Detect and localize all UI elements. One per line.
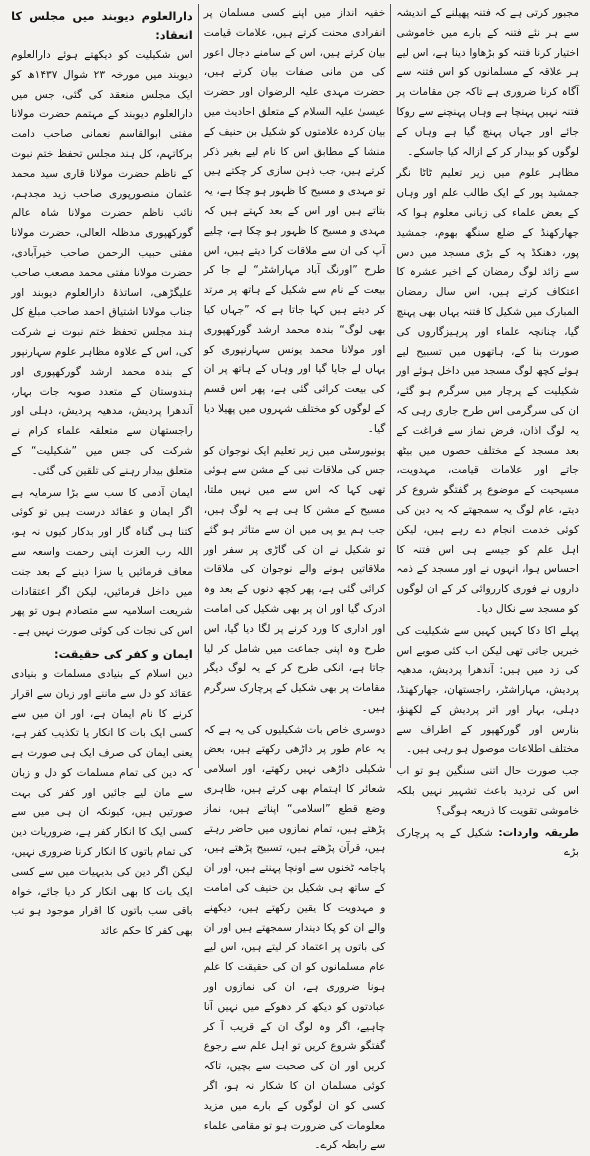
paragraph: یونیورسٹی میں زیر تعلیم ایک نوجوان کو جس کی ملاقات نبی کے مشن سے ہوئی تھی کہا کہ اس سے میں نہیں ملتا، مسیح کے مشن کا ہی ہے یہ لوگ ہیں، جب ہم یو پی میں ان سے متاثر ہو گئے تو شکیل نے ان کی گاڑی پر سفر اور ملاقاتیں ہونے والے نوجوان کی ملاقات کرائی گئی ہے، پھر کچھ دنوں کے بعد وہ ادرک گیا اور ان پر بھی شکیل کی امامت اور اداری کا ورد کرنے پر لگا دیا گیا، اس طرح وہ اپنی جماعت میں شامل کر لیا جاتا ہے، انکی طرح کر کے یہ لوگ دیگر مقامات پر بھی شکیل کے پرچارک سرگرم ہیں۔ xyxy=(203,444,386,714)
column-left xyxy=(6,4,199,938)
paragraph: مجبور کرتی ہے کہ فتنہ پھیلنے کے اندیشہ سے ہر نئے فتنہ کے بارے میں خاموشی اختیار کرنا فتنہ کو بڑھاوا دینا ہے، اس لیے ہر علاقہ کے مسلمانوں کو اس فتنہ سے آگاہ کرنا ضروری ہے تاکہ جن مقامات پر فتنہ نہیں پہنچا ہے وہاں پہنچنے سے روکا جائے اور جہاں پہنچ گیا ہے وہاں کے لوگوں کو بیدار کر کے ازالہ کیا جاسکے۔ xyxy=(396,7,579,158)
paragraph: ایمان آدمی کا سب سے بڑا سرمایہ ہے اگر ایمان و عقائد درست ہیں تو کوئی کتنا ہی گناہ گار اور بدکار کیوں نہ ہو، اللہ رب العزت اپنی رحمت واسعہ سے معاف فرمائیں یا سزا دینے کے بعد جنت میں داخل فرمائیں، لیکن اگر اعتقادات شریعت اسلامیہ سے متصادم ہوں تو پھر اس کی نجات کی کوئی صورت نہیں ہے۔ xyxy=(11,486,193,638)
paragraph: خفیہ انداز میں اپنے کسی مسلمان پر انفرادی محنت کرتے ہیں، علامات قیامت بیان کرتے ہیں، اس کے سامنے دجال اعور کی من مانی صفات بیان کرتے ہیں، حضرت مہدی علیہ الرضوان اور حضرت عیسیٰ علیہ السلام کے متعلق احادیث میں بیان کردہ علامتوں کو شکیل بن حنیف کے منشا کے مطابق اس کا نام لیے بغیر ذکر کرتے ہیں، جب ذہن سازی کر چکتے ہیں تو مہدی و مسیح کا ظہور ہو چکا ہے، یہ بتاتے ہیں اور اس کے بعد کہتے ہیں کہ مہدی و مسیح کا ظہور ہو چکا ہے، چلیے آپ کی ان سے ملاقات کرا دیتے ہیں، اس طرح ”اورنگ آباد مہاراشٹر“ لے جا کر بیعت کے نام سے شکیل کے ہاتھ پر مرتد کر دیتے ہیں کہا جاتا ہے کہ ”جہاں کیا بھی لوگ“ بندہ محمد ارشد گورکھپوری اور مولانا محمد یونس سہارنپوری کو یہاں لے جایا گیا اور وہاں کے ہاتھ پر ان کی بیعت کرائی گئی ہے، پھر اس قسم کے لوگوں کو مختلف شہروں میں پھیلا دیا گیا۔ xyxy=(203,7,386,435)
column-right xyxy=(391,4,584,859)
section-heading: دارالعلوم دیوبند میں مجلس کا انعقاد: xyxy=(11,9,193,42)
section-heading: ایمان و کفر کی حقیقت: xyxy=(54,646,193,661)
column-middle xyxy=(199,4,392,1152)
paragraph: مظاہر علوم میں زیر تعلیم ٹاٹا نگر جمشید پور کے ایک طالب علم اور وہاں کے بعض علماء کی زبانی معلوم ہوا کہ جھارکھنڈ کے ضلع سنگھ بھوم، جمشید پور، دھنکڈ پہ کے بڑی مسجد میں دس سے زائد لوگ رمضان کے اخیر عشرہ کا اعتکاف کرتے ہیں، اس سال رمضان المبارک میں شکیل کا فتنہ یہاں بھی پہنچ گیا، چنانچہ علماء اور پرہیزگاروں کی صورت بنا کے، ہاتھوں میں تسبیح لیے ہوئے کچھ لوگ مسجد میں داخل ہوئے اور شکیلیت کے پرچار میں سرگرم ہو گئے، ان کی سرگرمی اس طرح جاری رہی کہ یہ لوگ اذان، فرض نماز سے فراغت کے بعد مسجد کے مختلف حصوں میں بیٹھ جاتے اور علامات قیامت، مہدویت، مسیحیت کے موضوع پر گفتگو شروع کر دیتے، عام لوگ یہ سمجھتے کہ یہ دین کی کوئی خدمت انجام دے رہے ہیں، لیکن اہل علم کو جیسے ہی اس فتنہ کا احساس ہوا، انہوں نے اور مسجد کے ذمہ داروں نے فوری کارروائی کر کے ان لوگوں کو مسجد سے نکال دیا۔ xyxy=(396,167,579,615)
paragraph-with-heading xyxy=(396,824,579,864)
paragraph: جب صورت حال اتنی سنگین ہو تو اب اس کی تردید باعث تشہیر نہیں بلکہ خاموشی تقویت کا ذریعہ ہوگی؟ xyxy=(396,765,579,817)
paragraph: پہلے اکا دکا کہیں کہیں سے شکیلیت کی خبریں جاتی تھی لیکن اب کئی صوبے اس کی زد میں ہیں: آندھرا پردیش، مدھیہ پردیش، مہاراشٹر، راجستھان، جھارکھنڈ، دہلی، بہار اور اتر پردیش کے لکھنؤ، بنارس اور گورکھپور کے اطراف سے مختلف اطلاعات موصول ہو رہی ہیں۔ xyxy=(396,624,579,756)
paragraph-text: شکیل کے یہ پرچارک بڑے xyxy=(396,826,579,859)
paragraph: اس شکیلیت کو دیکھتے ہوئے دارالعلوم دیوبند میں مورخہ ۲۳ شوال ۱۴۳۷ھ کو ایک مجلس منعقد کی گئی، جس میں دارالعلوم دیوبند کے مہتمم حضرت مولانا مفتی ابوالقاسم نعمانی صاحب دامت برکاتہم، کل ہند مجلس تحفظ ختم نبوت کے ناظم حضرت مولانا قاری سید محمد عثمان منصورپوری صاحب زید مجدہم، نائب ناظم حضرت مولانا شاہ عالم گورکھپوری مدظلہ العالی، حضرت مولانا مفتی حبیب الرحمن صاحب خیرآبادی، حضرت مولانا مفتی محمد مصعب صاحب علیگڑھی، اساتذۂ دارالعلوم دیوبند اور جناب مولانا اشتیاق احمد صاحب مبلغ کل ہند مجلس تحفظ ختم نبوت نے شرکت کی، اس کے علاوہ مظاہر علوم سہارنپور کے بندہ محمد ارشد گورکھپوری اور ہندوستان کے متعدد صوبہ جات بہار، آندھرا پردیش، مدھیہ پردیش، دہلی اور راجستھان سے متعلقہ علماء کرام نے شرکت کی جس میں ”شکیلیت“ کے متعلق بیدار رہنے کی تلقین کی گئی۔ xyxy=(11,49,193,477)
text-columns xyxy=(6,4,584,1152)
paragraph: دوسری خاص بات شکیلیوں کی یہ ہے کہ یہ عام طور پر داڑھی رکھتے ہیں، بعض شکیلی داڑھی نہیں رکھتے، اور اسلامی شعائر کا اہتمام بھی کرتے ہیں، ظاہری وضع قطع ”اسلامی“ اپناتے ہیں، نماز پڑھتے ہیں، تمام نمازوں میں حاضر رہتے ہیں، قرآن پڑھتے ہیں، تسبیح پڑھتے ہیں، پاجامہ ٹخنوں سے اونچا پہنتے ہیں، اور ان کے ساتھ ہی شکیل بن حنیف کی امامت و مہدویت کا یقین رکھتے ہیں، دیکھنے والے ان کو پکا دیندار سمجھتے ہیں اور ان کی باتوں پر اعتماد کر لیتے ہیں، اس لیے عام مسلمانوں کو ان کی حقیقت کا علم ہونا ضروری ہے، ان کی نمازوں اور عبادتوں کو دیکھ کر دھوکے میں نہیں آنا چاہیے، اگر وہ لوگ ان کے قریب آ کر گفتگو شروع کریں تو اہل علم سے رجوع کریں اور ان کی صحبت سے بچیں، تاکہ کوئی مسلمان ان کا شکار نہ ہو، اگر کسی کو ان لوگوں کے بارے میں مزید معلومات کی ضرورت ہو تو مقامی علماء سے رابطہ کرے۔ xyxy=(203,723,386,1152)
section-heading: طریقہ واردات: xyxy=(498,826,579,839)
paragraph: دین اسلام کے بنیادی مسلمات و بنیادی عقائد کو دل سے ماننے اور زبان سے اقرار کرنے کا نام ایمان ہے، اور ان میں سے کسی ایک بات کا انکار یا تکذیب کفر ہے، یعنی ایمان کی صرف ایک ہی صورت ہے کہ دین کی تمام مسلمات کو دل و زبان سے مان لیے جائیں اور کفر کی بہت صورتیں ہیں، کیونکہ ان ہی میں سے کسی ایک کا انکار کفر ہے، ضروریات دین کی تمام باتوں کا انکار کرنا ضروری نہیں، لیکن اگر دین کی بدیہیات میں سے کسی ایک بات کا بھی انکار کر دیا جائے، خواہ باقی سب باتوں کا اقرار موجود ہو تب بھی کفر کا حکم عائد xyxy=(11,667,193,938)
